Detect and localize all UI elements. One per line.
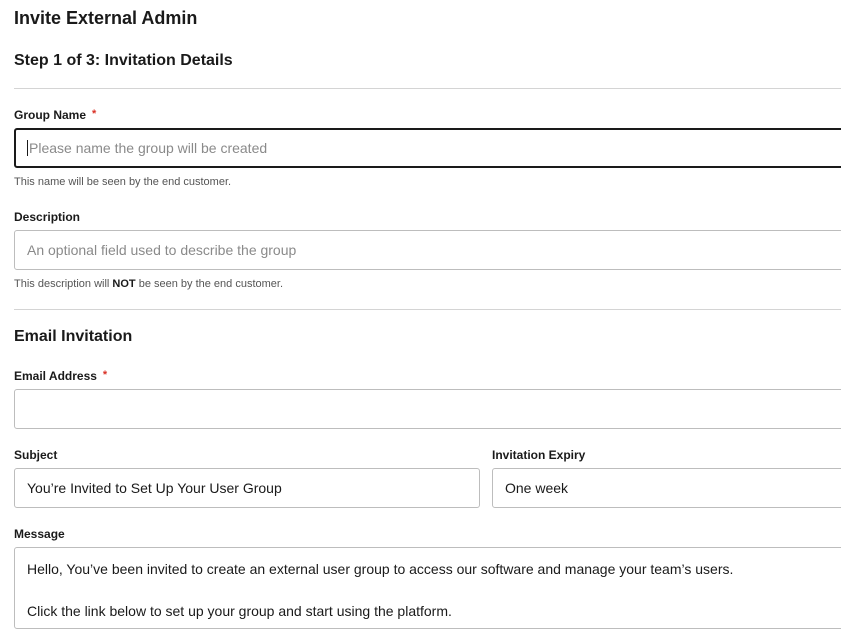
invitation-expiry-label (492, 448, 585, 462)
required-marker: * (92, 108, 97, 120)
message-line: Click the link below to set up your group and start using the platform. (27, 603, 452, 619)
group-name-label-text: Group Name (14, 108, 87, 122)
email-address-label-text: Email Address (14, 369, 97, 383)
subject-label (14, 448, 57, 462)
description-placeholder: An optional field used to describe the group (27, 242, 297, 258)
divider (14, 309, 841, 310)
subject-label-text: Subject (14, 448, 58, 462)
subject-value: You’re Invited to Set Up Your User Group (27, 480, 282, 496)
description-help-bold: NOT (112, 278, 136, 290)
step-title: Step 1 of 3: Invitation Details (14, 52, 233, 69)
message-label (14, 527, 65, 541)
message-label-text: Message (14, 527, 65, 541)
invitation-expiry-select[interactable] (492, 468, 841, 508)
description-help (14, 278, 283, 290)
group-name-label (14, 108, 96, 122)
subject-input[interactable] (14, 468, 480, 508)
message-line: Hello, You’ve been invited to create an external user group to access our software and manage your team’s users. (27, 561, 734, 577)
invitation-expiry-value: One week (505, 480, 569, 496)
description-label (14, 210, 80, 224)
required-marker: * (102, 369, 108, 381)
invitation-expiry-label-text: Invitation Expiry (492, 448, 586, 462)
page-title: Invite External Admin (14, 8, 198, 28)
description-label-text: Description (14, 210, 81, 224)
group-name-help: This name will be seen by the end customer. (14, 176, 232, 188)
email-address-label (14, 369, 107, 383)
email-invitation-title: Email Invitation (14, 328, 133, 345)
description-help-pre: This description will (14, 278, 113, 290)
description-help-post: be seen by the end customer. (135, 278, 284, 290)
message-blank-line (27, 580, 841, 601)
message-textarea[interactable] (14, 547, 841, 629)
group-name-input[interactable] (14, 128, 841, 168)
description-input[interactable] (14, 230, 841, 270)
group-name-placeholder: Please name the group will be created (29, 140, 268, 156)
divider (14, 88, 841, 89)
email-address-input[interactable] (14, 389, 841, 429)
text-cursor (27, 140, 28, 156)
